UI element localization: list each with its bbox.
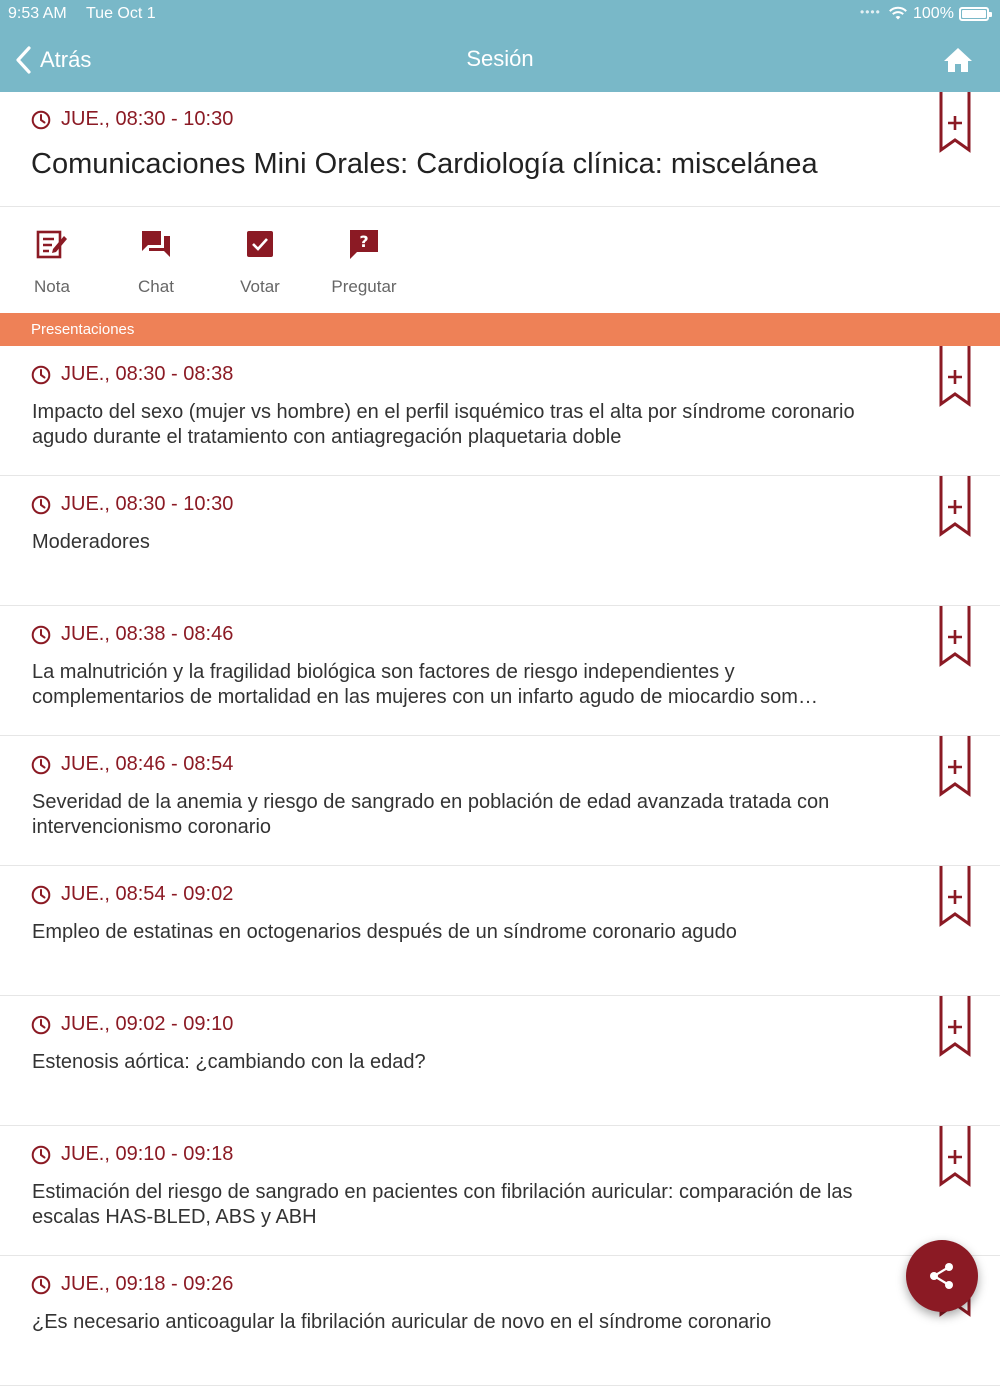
clock-icon [31, 495, 51, 515]
wifi-icon [888, 5, 908, 21]
bookmark-add-icon [938, 92, 972, 154]
session-header [0, 92, 1000, 207]
presentation-item[interactable] [0, 476, 1000, 606]
presentation-title: Estenosis aórtica: ¿cambiando con la edad? [32, 1051, 426, 1073]
bookmark-add-icon [938, 736, 972, 798]
bookmark-add-button[interactable] [938, 1126, 972, 1188]
status-bar [0, 0, 1000, 28]
battery-percent: 100% [913, 5, 954, 22]
signal-dots-icon: •••• [860, 5, 881, 19]
clock-icon [31, 1275, 51, 1295]
presentation-time [31, 883, 233, 906]
bookmark-add-icon [938, 346, 972, 408]
presentation-time-text: JUE., 09:18 - 09:26 [61, 1273, 234, 1295]
clock-icon [31, 110, 51, 130]
note-edit-icon [35, 227, 69, 261]
session-actions [0, 207, 1000, 313]
presentation-time-text: JUE., 08:54 - 09:02 [61, 883, 234, 905]
presentation-item[interactable] [0, 736, 1000, 866]
presentation-item[interactable] [0, 1256, 1000, 1386]
bookmark-add-button[interactable] [938, 866, 972, 928]
presentation-time-text: JUE., 08:30 - 08:38 [61, 363, 234, 385]
ask-label: Pregutar [331, 277, 397, 296]
vote-checkbox-icon [243, 227, 277, 261]
presentation-time [31, 623, 233, 646]
section-label: Presentaciones [31, 321, 135, 338]
nav-bar [0, 28, 1000, 92]
presentation-item[interactable] [0, 346, 1000, 476]
presentation-item[interactable] [0, 996, 1000, 1126]
note-button[interactable] [0, 227, 104, 297]
session-title: Comunicaciones Mini Orales: Cardiología clínica: miscelánea [31, 148, 818, 180]
presentation-title: Empleo de estatinas en octogenarios después de un síndrome coronario agudo [32, 921, 737, 943]
presentation-title: Severidad de la anemia y riesgo de sangrado en población de edad avanzada tratada con intervencionismo coronario [32, 791, 830, 838]
ask-button[interactable] [312, 227, 416, 297]
chat-button[interactable] [104, 227, 208, 297]
bookmark-add-button[interactable] [938, 996, 972, 1058]
question-icon [347, 227, 381, 261]
vote-button[interactable] [208, 227, 312, 297]
bookmark-add-icon [938, 866, 972, 928]
presentation-title: ¿Es necesario anticoagular la fibrilación auricular de novo en el síndrome coronario [32, 1311, 772, 1333]
back-label: Atrás [40, 47, 92, 72]
section-header [0, 313, 1000, 346]
chat-label: Chat [138, 277, 174, 296]
presentation-item[interactable] [0, 866, 1000, 996]
presentation-title: Moderadores [32, 531, 150, 553]
bookmark-add-icon [938, 606, 972, 668]
bookmark-add-icon [938, 996, 972, 1058]
presentation-item[interactable] [0, 606, 1000, 736]
presentation-time [31, 1013, 233, 1036]
clock-icon [31, 1015, 51, 1035]
bookmark-add-button[interactable] [938, 606, 972, 668]
clock-icon [31, 885, 51, 905]
clock-icon [31, 1145, 51, 1165]
presentation-time-text: JUE., 09:02 - 09:10 [61, 1013, 234, 1035]
presentation-time [31, 1143, 233, 1166]
bookmark-add-icon [938, 1126, 972, 1188]
presentation-title: Impacto del sexo (mujer vs hombre) en el perfil isquémico tras el alta por síndrome coronario agudo durante el tratamiento con antiagregación plaquetaria doble [32, 401, 855, 448]
bookmark-add-button[interactable] [938, 92, 972, 154]
svg-text:?: ? [359, 232, 369, 251]
bookmark-add-button[interactable] [938, 736, 972, 798]
battery-icon [959, 7, 989, 21]
clock-icon [31, 755, 51, 775]
clock-icon [31, 365, 51, 385]
presentation-time [31, 1273, 233, 1296]
presentation-item[interactable] [0, 1126, 1000, 1256]
share-icon [927, 1261, 957, 1291]
presentation-time [31, 493, 233, 516]
presentation-time [31, 753, 233, 776]
status-date: Tue Oct 1 [86, 5, 156, 22]
presentation-time-text: JUE., 08:46 - 08:54 [61, 753, 234, 775]
presentation-time [31, 363, 233, 386]
presentation-time-text: JUE., 09:10 - 09:18 [61, 1143, 234, 1165]
page-title: Sesión [466, 46, 534, 71]
session-time [31, 108, 233, 131]
clock-icon [31, 625, 51, 645]
chat-icon [139, 227, 173, 261]
share-button[interactable] [906, 1240, 978, 1312]
presentation-title: La malnutrición y la fragilidad biológica son factores de riesgo independientes y complementarios de mortalidad en las mujeres con un infarto agudo de miocardio som… [32, 661, 818, 708]
presentation-time-text: JUE., 08:30 - 10:30 [61, 493, 234, 515]
note-label: Nota [34, 277, 70, 296]
bookmark-add-icon [938, 476, 972, 538]
bookmark-add-button[interactable] [938, 476, 972, 538]
home-icon[interactable] [942, 44, 974, 76]
presentation-title: Estimación del riesgo de sangrado en pacientes con fibrilación auricular: comparación de las escalas HAS-BLED, ABS y ABH [32, 1181, 853, 1228]
presentation-time-text: JUE., 08:38 - 08:46 [61, 623, 234, 645]
session-time-text: JUE., 08:30 - 10:30 [61, 108, 234, 130]
bookmark-add-button[interactable] [938, 346, 972, 408]
status-time: 9:53 AM [8, 5, 67, 22]
vote-label: Votar [240, 277, 280, 296]
